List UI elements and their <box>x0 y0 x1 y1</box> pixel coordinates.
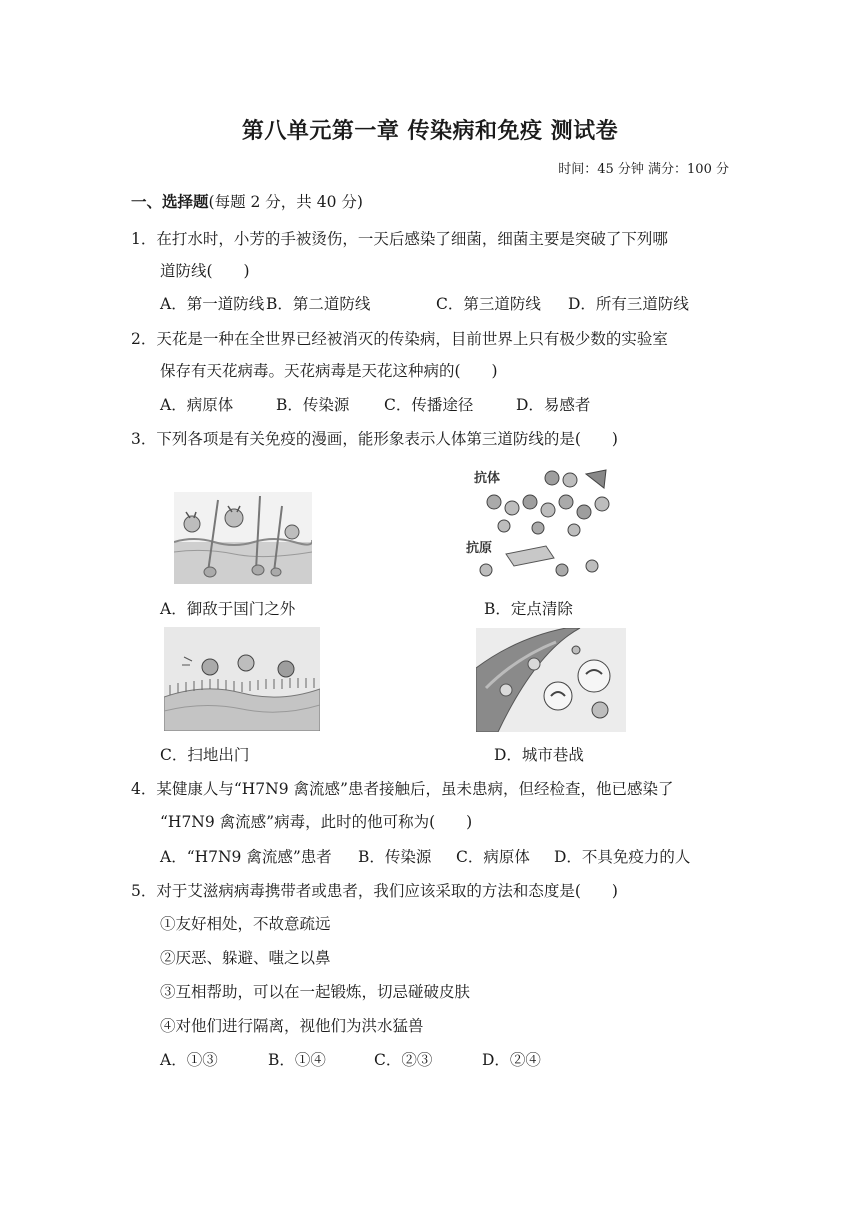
section-heading <box>131 190 363 212</box>
q1-stem-line1: 1．在打水时，小芳的手被烫伤，一天后感染了细菌，细菌主要是突破了下列哪 <box>131 230 668 248</box>
q4-option-c[interactable]: C．病原体 <box>456 848 530 866</box>
q2-option-a[interactable]: A．病原体 <box>160 396 234 414</box>
q1-option-c[interactable]: C．第三道防线 <box>436 295 541 313</box>
q3-option-d[interactable]: D．城市巷战 <box>494 746 584 764</box>
section-label: 一、选择题 <box>131 193 209 211</box>
q1-option-d[interactable]: D．所有三道防线 <box>568 295 689 313</box>
antibody-label: 抗体 <box>474 471 501 486</box>
q4-stem-line2: “H7N9 禽流感”病毒，此时的他可称为( ) <box>160 813 473 831</box>
cartoon-cilia-image <box>164 627 320 731</box>
q5-item-1: ①友好相处，不故意疏远 <box>160 915 331 933</box>
q4-option-a[interactable]: A．“H7N9 禽流感”患者 <box>160 848 332 866</box>
q4-option-d[interactable]: D．不具免疫力的人 <box>554 848 691 866</box>
exam-meta: 时间：45 分钟 满分：100 分 <box>558 162 729 177</box>
cartoon-blood-vessel-image <box>476 628 626 732</box>
q1-option-a[interactable]: A．第一道防线 <box>160 295 265 313</box>
q3-option-b[interactable]: B．定点清除 <box>484 600 573 618</box>
q5-item-3: ③互相帮助，可以在一起锻炼，切忌碰破皮肤 <box>160 983 471 1001</box>
page-title: 第八单元第一章 传染病和免疫 测试卷 <box>241 119 619 144</box>
q5-item-2: ②厌恶、躲避、嗤之以鼻 <box>160 949 331 967</box>
q2-option-b[interactable]: B．传染源 <box>276 396 350 414</box>
q2-option-d[interactable]: D．易感者 <box>516 396 591 414</box>
q2-option-c[interactable]: C．传播途径 <box>384 396 474 414</box>
q3-stem: 3．下列各项是有关免疫的漫画，能形象表示人体第三道防线的是( ) <box>131 430 618 448</box>
q2-stem-line1: 2．天花是一种在全世界已经被消灭的传染病，目前世界上只有极少数的实验室 <box>131 330 668 348</box>
antigen-label: 抗原 <box>466 541 493 556</box>
q4-stem-line1: 4．某健康人与“H7N9 禽流感”患者接触后，虽未患病，但经检查，他已感染了 <box>131 780 674 798</box>
q1-option-b[interactable]: B．第二道防线 <box>266 295 371 313</box>
cartoon-antibody-image <box>466 466 616 586</box>
section-scoring: (每题 2 分，共 40 分) <box>208 193 363 211</box>
q5-option-c[interactable]: C．②③ <box>374 1051 433 1069</box>
q5-option-d[interactable]: D．②④ <box>482 1051 541 1069</box>
q1-stem-line2: 道防线( ) <box>160 262 250 280</box>
q3-option-a[interactable]: A．御敌于国门之外 <box>160 600 296 618</box>
q5-option-a[interactable]: A．①③ <box>160 1051 218 1069</box>
q3-option-c[interactable]: C．扫地出门 <box>160 746 250 764</box>
q5-option-b[interactable]: B．①④ <box>268 1051 326 1069</box>
cartoon-skin-barrier-image <box>174 492 312 584</box>
q2-stem-line2: 保存有天花病毒。天花病毒是天花这种病的( ) <box>160 362 498 380</box>
q4-option-b[interactable]: B．传染源 <box>358 848 432 866</box>
q5-stem: 5．对于艾滋病病毒携带者或患者，我们应该采取的方法和态度是( ) <box>131 882 618 900</box>
q5-item-4: ④对他们进行隔离，视他们为洪水猛兽 <box>160 1017 424 1035</box>
